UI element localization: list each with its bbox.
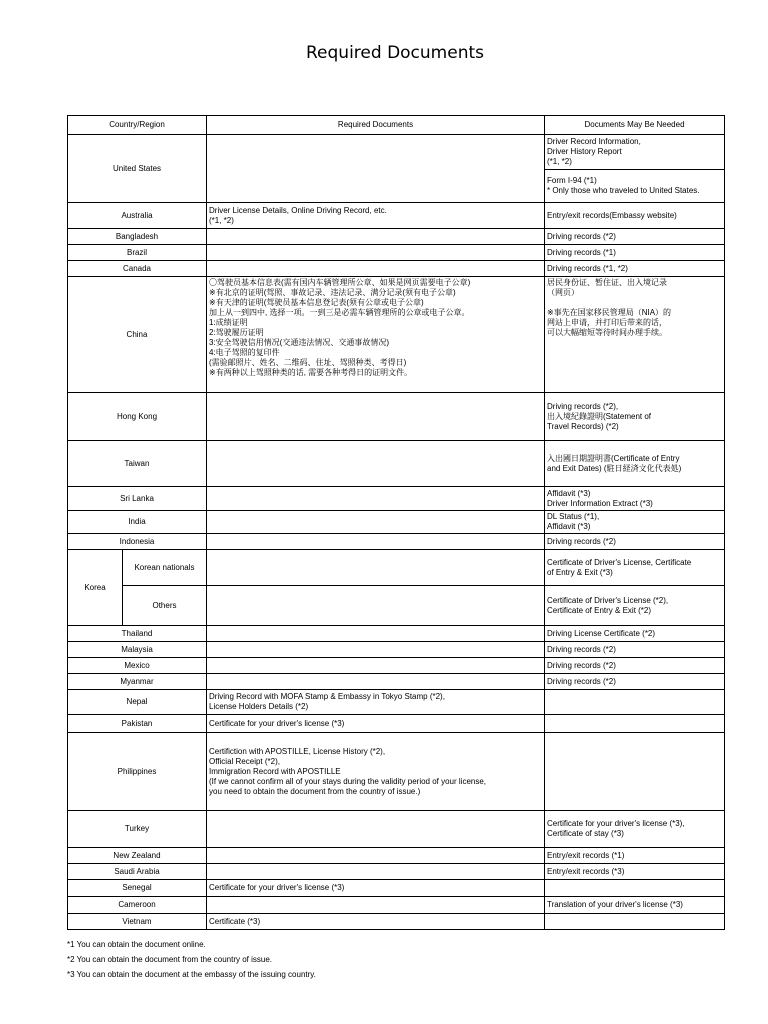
required-brazil (207, 245, 545, 261)
required-india (207, 511, 545, 534)
table-row (68, 441, 725, 487)
table-row (68, 880, 725, 897)
may-nepal (545, 690, 725, 715)
table-row (68, 229, 725, 245)
table-row (68, 642, 725, 658)
table-row (68, 914, 725, 930)
country-new-zealand: New Zealand (68, 848, 207, 864)
korea-nationals-label: Korean nationals (123, 550, 207, 586)
korea-others-label: Others (123, 586, 207, 626)
may-indonesia: Driving records (*2) (545, 534, 725, 550)
required-indonesia (207, 534, 545, 550)
required-thailand (207, 626, 545, 642)
country-korea: Korea (68, 550, 123, 626)
required-cameroon (207, 897, 545, 914)
may-turkey: Certificate for your driver's license (*3), Certificate of stay (*3) (545, 811, 725, 848)
country-brazil: Brazil (68, 245, 207, 261)
table-row (68, 715, 725, 733)
required-korea-nationals (207, 550, 545, 586)
may-new-zealand: Entry/exit records (*1) (545, 848, 725, 864)
required-sri-lanka (207, 487, 545, 511)
may-india: DL Status (*1), Affidavit (*3) (545, 511, 725, 534)
header-country: Country/Region (68, 116, 207, 135)
required-documents-table (67, 115, 725, 930)
country-turkey: Turkey (68, 811, 207, 848)
country-hong-kong: Hong Kong (68, 393, 207, 441)
table-row (68, 277, 725, 393)
may-philippines (545, 733, 725, 811)
may-myanmar: Driving records (*2) (545, 674, 725, 690)
may-brazil: Driving records (*1) (545, 245, 725, 261)
table-row (68, 135, 725, 170)
may-cameroon: Translation of your driver's license (*3) (545, 897, 725, 914)
required-vietnam: Certificate (*3) (207, 914, 545, 930)
may-korea-nationals: Certificate of Driver's License, Certificate of Entry & Exit (*3) (545, 550, 725, 586)
header-required: Required Documents (207, 116, 545, 135)
table-row (68, 511, 725, 534)
required-australia: Driver License Details, Online Driving Record, etc. (*1, *2) (207, 203, 545, 229)
required-bangladesh (207, 229, 545, 245)
required-mexico (207, 658, 545, 674)
table-row (68, 487, 725, 511)
table-row (68, 811, 725, 848)
country-philippines: Philippines (68, 733, 207, 811)
table-row (68, 534, 725, 550)
may-australia: Entry/exit records(Embassy website) (545, 203, 725, 229)
required-myanmar (207, 674, 545, 690)
may-mexico: Driving records (*2) (545, 658, 725, 674)
required-philippines: Certifiction with APOSTILLE, License History (*2), Official Receipt (*2), Immigration Record with APOSTILLE (If we cannot confirm all of your stays during the validity period of your license, you need to obtain the document from the country of issue.) (207, 733, 545, 811)
country-pakistan: Pakistan (68, 715, 207, 733)
country-senegal: Senegal (68, 880, 207, 897)
country-sri-lanka: Sri Lanka (68, 487, 207, 511)
country-vietnam: Vietnam (68, 914, 207, 930)
country-taiwan: Taiwan (68, 441, 207, 487)
table-row (68, 897, 725, 914)
required-turkey (207, 811, 545, 848)
may-thailand: Driving License Certificate (*2) (545, 626, 725, 642)
table-row (68, 690, 725, 715)
may-senegal (545, 880, 725, 897)
table-row (68, 586, 725, 626)
required-pakistan: Certificate for your driver's license (*3) (207, 715, 545, 733)
table-row (68, 550, 725, 586)
table-header-row (68, 116, 725, 135)
may-vietnam (545, 914, 725, 930)
required-korea-others (207, 586, 545, 626)
footnote-1: *1 You can obtain the document online. (67, 940, 206, 949)
required-taiwan (207, 441, 545, 487)
country-bangladesh: Bangladesh (68, 229, 207, 245)
required-senegal: Certificate for your driver's license (*3) (207, 880, 545, 897)
required-nepal: Driving Record with MOFA Stamp & Embassy in Tokyo Stamp (*2), License Holders Details (*2) (207, 690, 545, 715)
country-myanmar: Myanmar (68, 674, 207, 690)
country-mexico: Mexico (68, 658, 207, 674)
country-saudi-arabia: Saudi Arabia (68, 864, 207, 880)
footnote-2: *2 You can obtain the document from the country of issue. (67, 955, 273, 964)
country-canada: Canada (68, 261, 207, 277)
country-united-states: United States (68, 135, 207, 203)
required-china: 〇驾驶员基本信息表(需有国内车辆管理所公章、如果是网页需要电子公章) ※有北京的证明(驾照、事故记录、违法记录、满分记录(须有电子公章) ※有天津的证明(驾驶员基本信息登记表(须有公章或电子公章) 加上从一到四中, 选择一项。一到三是必需车辆管理所的公章或电子公章。 1:成绩证明 2:驾驶履历证明 3:安全驾驶信用情况(交通违法情况、交通事故情况) 4:电子驾照的复印件 (需验邮照片、姓名、二维码、住址、驾照种类、考得日) ※有两种以上驾照种类的话, 需要各种考得日的证明文件。 (207, 277, 545, 393)
table-row (68, 848, 725, 864)
required-canada (207, 261, 545, 277)
required-new-zealand (207, 848, 545, 864)
table-row (68, 864, 725, 880)
may-united-states-2: Form I-94 (*1) * Only those who traveled to United States. (545, 170, 725, 203)
required-saudi-arabia (207, 864, 545, 880)
table-row (68, 626, 725, 642)
country-china: China (68, 277, 207, 393)
may-bangladesh: Driving records (*2) (545, 229, 725, 245)
country-india: India (68, 511, 207, 534)
country-australia: Australia (68, 203, 207, 229)
country-thailand: Thailand (68, 626, 207, 642)
may-korea-others: Certificate of Driver's License (*2), Certificate of Entry & Exit (*2) (545, 586, 725, 626)
table-row (68, 733, 725, 811)
may-malaysia: Driving records (*2) (545, 642, 725, 658)
may-saudi-arabia: Entry/exit records (*3) (545, 864, 725, 880)
may-pakistan (545, 715, 725, 733)
table-row (68, 261, 725, 277)
required-united-states (207, 135, 545, 203)
required-hong-kong (207, 393, 545, 441)
country-malaysia: Malaysia (68, 642, 207, 658)
header-may: Documents May Be Needed (545, 116, 725, 135)
table-row (68, 203, 725, 229)
may-sri-lanka: Affidavit (*3) Driver Information Extract (*3) (545, 487, 725, 511)
may-taiwan: 入出國日期證明書(Certificate of Entry and Exit Dates) (駐日経済文化代表処) (545, 441, 725, 487)
may-china: 居民身份证、暂住证、出入境记录 （网页） ※事先在国家移民管理局（NIA）的 网站上申请，并打印后带来的话， 可以大幅缩短等待时间办理手续。 (545, 277, 725, 393)
page-title: Required Documents (306, 43, 484, 63)
required-malaysia (207, 642, 545, 658)
table-row (68, 245, 725, 261)
may-united-states-1: Driver Record Information, Driver History Report (*1, *2) (545, 135, 725, 170)
table-row (68, 393, 725, 441)
table-row (68, 658, 725, 674)
table-row (68, 674, 725, 690)
country-cameroon: Cameroon (68, 897, 207, 914)
may-canada: Driving records (*1, *2) (545, 261, 725, 277)
country-nepal: Nepal (68, 690, 207, 715)
footnotes (67, 937, 316, 982)
footnote-3: *3 You can obtain the document at the embassy of the issuing country. (67, 970, 316, 979)
country-indonesia: Indonesia (68, 534, 207, 550)
may-hong-kong: Driving records (*2), 出入境紀錄證明(Statement of Travel Records) (*2) (545, 393, 725, 441)
